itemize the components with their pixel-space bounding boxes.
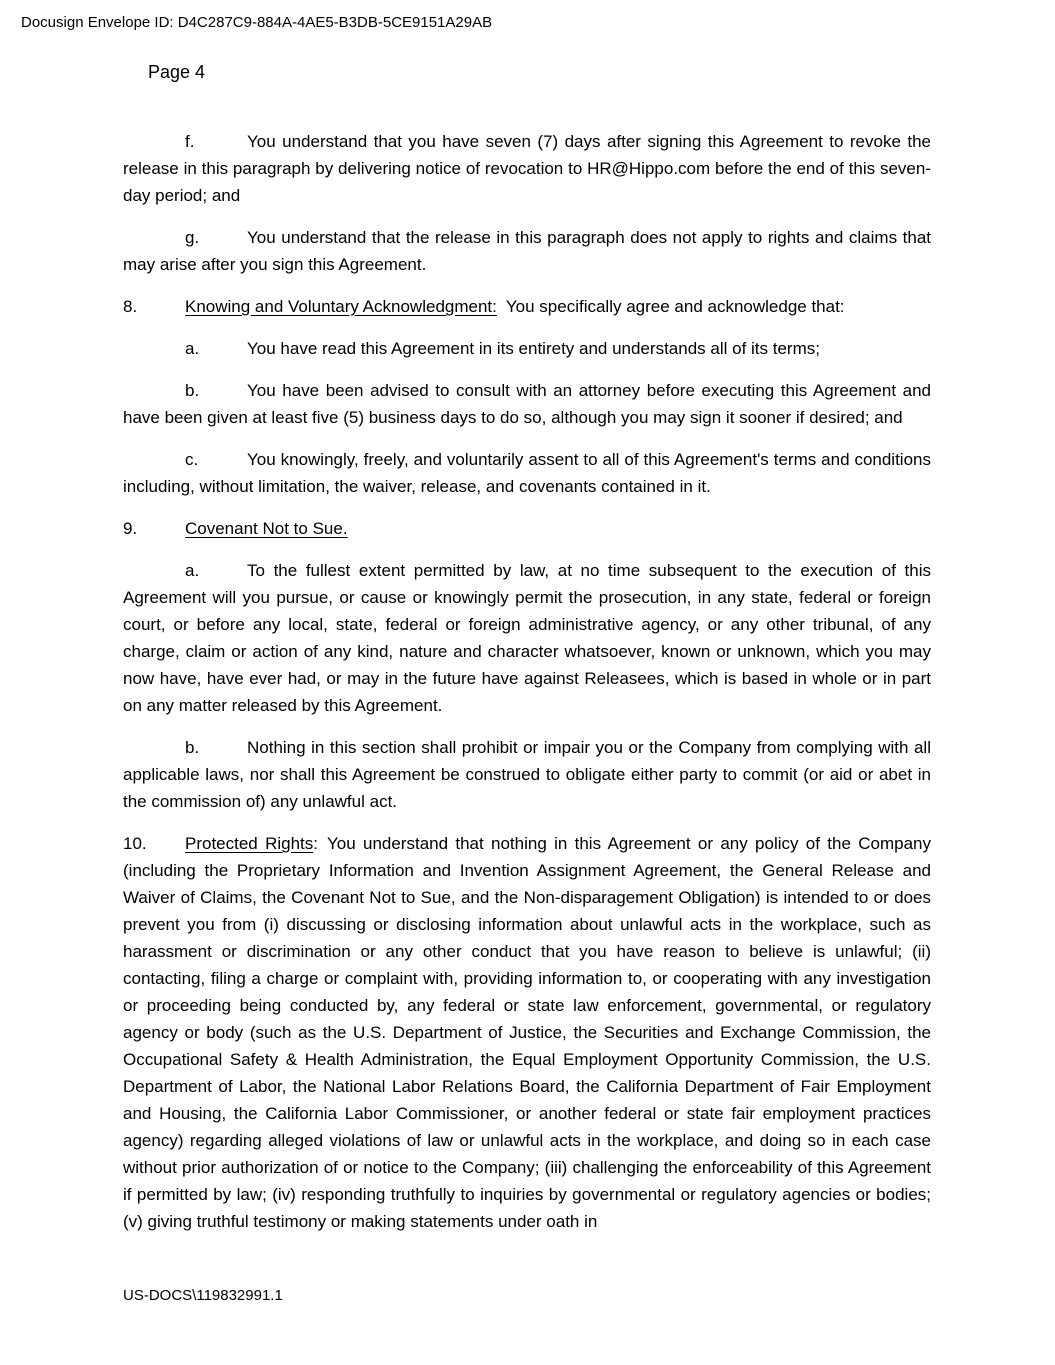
item-marker: a. — [185, 339, 200, 358]
page-number-label: Page 4 — [148, 62, 206, 82]
paragraph-item-9b — [123, 734, 931, 815]
paragraph-item-g — [123, 224, 931, 278]
paragraph-text: You understand that you have seven (7) days after signing this Agreement to revoke the release in this paragraph by delivering notice of revocation to HR@Hippo.com before the end of this seven-day period; and — [123, 132, 931, 205]
section-title: Knowing and Voluntary Acknowledgment: — [185, 297, 497, 316]
section-text: You specifically agree and acknowledge that: — [505, 297, 845, 316]
section-8-heading — [123, 293, 931, 320]
docusign-envelope-id: Docusign Envelope ID: D4C287C9-884A-4AE5-B3DB-5CE9151A29AB — [21, 14, 493, 31]
paragraph-item-9a — [123, 557, 931, 719]
section-number: 10. — [123, 834, 147, 853]
section-number: 8. — [123, 297, 138, 316]
paragraph-text: To the fullest extent permitted by law, at no time subsequent to the execution of this Agreement will you pursue, or cause or knowingly permit the prosecution, in any state, federal or foreign court, or before any local, state, federal or foreign administrative agency, or any other tribunal, of any charge, claim or action of any kind, nature and character whatsoever, known or unknown, which you may now have, have ever had, or may in the future have against Releasees, which is based in whole or in part on any matter released by this Agreement. — [123, 561, 931, 715]
paragraph-item-8c — [123, 446, 931, 500]
paragraph-item-f — [123, 128, 931, 209]
section-title: Covenant Not to Sue. — [185, 519, 348, 538]
paragraph-text: You have been advised to consult with an attorney before executing this Agreement and have been given at least five (5) business days to do so, although you may sign it sooner if desired; and — [123, 381, 931, 427]
paragraph-item-8b — [123, 377, 931, 431]
section-title: Protected Rights — [185, 834, 314, 853]
document-control-number: US-DOCS\119832991.1 — [123, 1287, 283, 1304]
item-marker: g. — [185, 228, 200, 247]
paragraph-text: Nothing in this section shall prohibit or impair you or the Company from complying with all applicable laws, nor shall this Agreement be construed to obligate either party to commit (or aid or abet in the commission of) any unlawful act. — [123, 738, 931, 811]
paragraph-text: You have read this Agreement in its entirety and understands all of its terms; — [247, 339, 820, 358]
item-marker: b. — [185, 738, 200, 757]
section-title-separator: : — [313, 834, 318, 853]
paragraph-text: You understand that the release in this paragraph does not apply to rights and claims that may arise after you sign this Agreement. — [123, 228, 931, 274]
item-marker: c. — [185, 450, 199, 469]
section-number: 9. — [123, 519, 138, 538]
item-marker: f. — [185, 132, 195, 151]
item-marker: b. — [185, 381, 200, 400]
item-marker: a. — [185, 561, 200, 580]
paragraph-text: You knowingly, freely, and voluntarily assent to all of this Agreement's terms and conditions including, without limitation, the waiver, release, and covenants contained in it. — [123, 450, 931, 496]
section-text: You understand that nothing in this Agreement or any policy of the Company (including the Proprietary Information and Invention Assignment Agreement, the General Release and Waiver of Claims, the Covenant Not to Sue, and the Non-disparagement Obligation) is intended to or does prevent you from (i) discussing or disclosing information about unlawful acts in the workplace, such as harassment or discrimination or any other conduct that you have reason to believe is unlawful; (ii) contacting, filing a charge or complaint with, providing information to, or cooperating with any investigation or proceeding being conducted by, any federal or state law enforcement, governmental, or regulatory agency or body (such as the U.S. Department of Justice, the Securities and Exchange Commission, the Occupational Safety & Health Administration, the Equal Employment Opportunity Commission, the U.S. Department of Labor, the National Labor Relations Board, the California Department of Fair Employment and Housing, the California Labor Commissioner, or another federal or state fair employment practices agency) regarding alleged violations of law or unlawful acts in the workplace, and doing so in each case without prior authorization of or notice to the Company; (iii) challenging the enforceability of this Agreement if permitted by law; (iv) responding truthfully to inquiries by governmental or regulatory agencies or bodies; (v) giving truthful testimony or making statements under oath in — [123, 834, 931, 1231]
section-9-heading — [123, 515, 931, 542]
paragraph-item-8a — [123, 335, 931, 362]
section-10-heading — [123, 830, 931, 1235]
document-body — [123, 128, 931, 1235]
